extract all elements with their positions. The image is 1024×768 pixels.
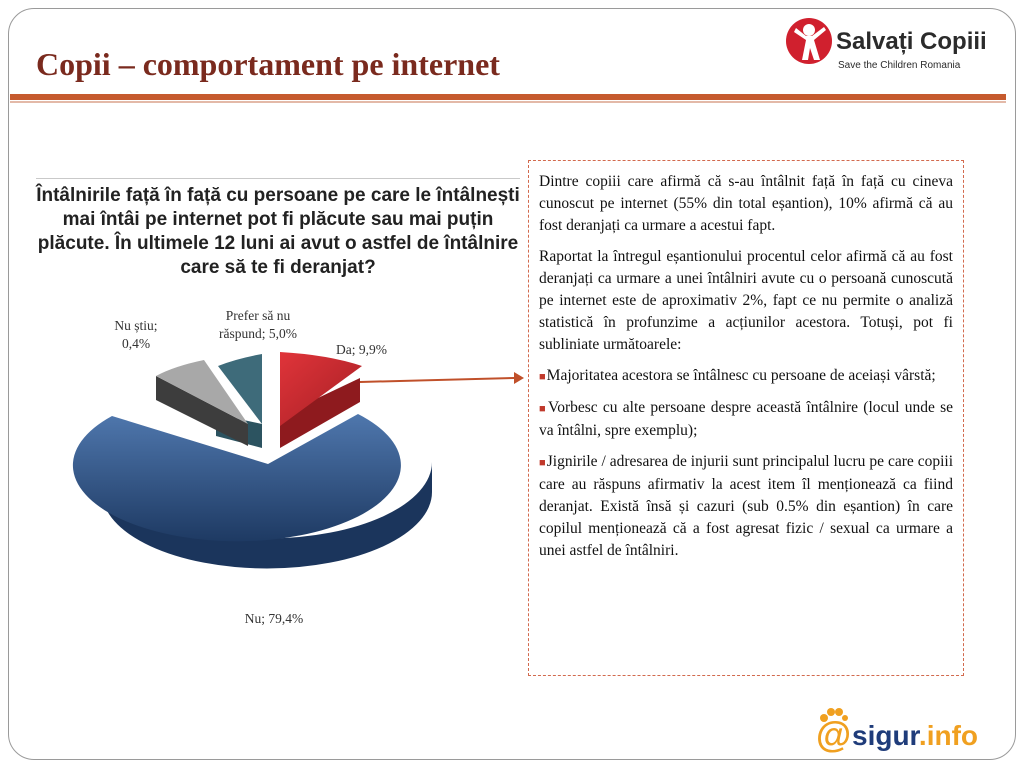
- title-rule-shadow: [10, 101, 1006, 103]
- bullet-square-icon: ■: [539, 457, 546, 469]
- label-nu-stiu-line1: Nu știu;: [114, 318, 158, 333]
- bullet-item-1: [539, 365, 953, 388]
- bullet-text: Majoritatea acestora se întâlnesc cu persoane de aceiași vârstă;: [546, 367, 936, 384]
- bullet-square-icon: ■: [539, 403, 548, 415]
- label-prefer-line2: răspund; 5,0%: [219, 326, 297, 341]
- pie-chart: [36, 296, 526, 636]
- summary-textbox: [528, 160, 964, 676]
- bullet-text: Vorbesc cu alte persoane despre această întâlnire (locul unde se va întâlni, spre exemplu);: [539, 399, 953, 439]
- label-prefer-line1: Prefer să nu: [225, 308, 291, 323]
- bullet-text: Jignirile / adresarea de injurii sunt principalul lucru pe care copiii care au răspuns afirmativ la acest item îl menționează ca fiind deranjat. Există însă și cazuri (sub 0.5% din eșantion) în care copilul menționează că a fost agresat fizic / sexual ca urmare a unei astfel de întâlniri.: [539, 453, 953, 559]
- question-divider: [36, 178, 520, 179]
- at-sign-icon: @: [816, 714, 852, 755]
- brand-name: Salvați Copiii: [836, 28, 987, 55]
- label-da: Da; 9,9%: [336, 342, 387, 357]
- summary-paragraph-2: Raportat la întregul eșantionului procentul celor afirmă că au fost deranjați ca urmare a unei întâlniri avute cu o persoană cunoscută pe internet este de aproximativ 2%, fapt ce nu permite o analiză statistică în profunzime a acțiunilor acestora. Totuși, pot fi subliniate următoarele:: [539, 248, 953, 353]
- label-nu: Nu; 79,4%: [244, 611, 304, 626]
- sigur-info-wordmark: sigur.info: [852, 720, 979, 751]
- salvati-copiii-logo: [784, 16, 994, 78]
- sigur-info-logo: [816, 706, 996, 756]
- chart-question: Întâlnirile față în față cu persoane pe care le întâlnești mai întâi pe internet pot fi plăcute sau mai puțin plăcute. În ultimele 12 luni ai avut o astfel de întâlnire care să te fi deranjat?: [36, 185, 520, 278]
- child-figure-icon: [784, 16, 834, 72]
- title-rule: [10, 94, 1006, 100]
- summary-paragraph-1: Dintre copiii care afirmă că s-au întâlnit față în față cu cineva cunoscut pe internet (55% din total eșantion), 10% afirmă că au fost deranjați ca urmare a acestui fapt.: [539, 173, 953, 234]
- brand-subtitle: Save the Children Romania: [838, 60, 961, 71]
- bullet-item-2: [539, 397, 953, 442]
- bullet-item-3: [539, 451, 953, 562]
- slide-title: Copii – comportament pe internet: [36, 46, 500, 82]
- callout-arrow: [360, 372, 524, 384]
- label-nu-stiu-line2: 0,4%: [121, 336, 151, 351]
- bullet-square-icon: ■: [539, 371, 546, 383]
